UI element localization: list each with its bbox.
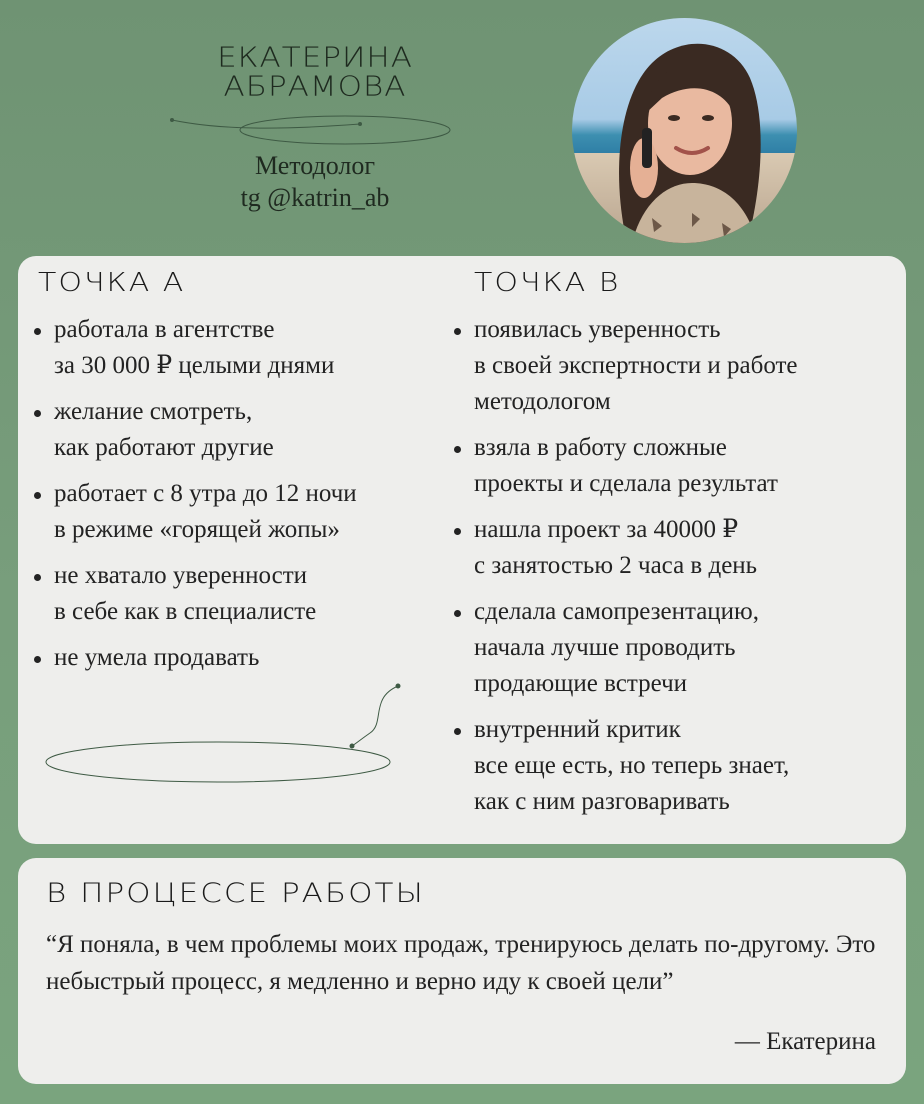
quote-author: — Екатерина [734,1028,876,1055]
list-item: не хватало уверенности в себе как в специалисте [34,558,444,630]
portrait-image [572,18,797,243]
testimonial-quote: “Я поняла, в чем проблемы моих продаж, тренируюсь делать по-другому. Это небыстрый процесс, я медленно и верно иду к своей цели” [46,931,876,995]
role-block [180,150,450,214]
point-b-title: ТОЧКА В [474,268,621,298]
telegram-handle: tg @katrin_ab [240,183,390,212]
point-a-title: ТОЧКА А [38,268,186,298]
name-line-1: ЕКАТЕРИНА [217,41,413,74]
avatar [572,18,797,243]
decorative-swirl [40,678,410,798]
role-title: Методолог [254,151,376,180]
process-title: В ПРОЦЕССЕ РАБОТЫ [46,878,425,909]
list-item: работала в агентстве за 30 000 ₽ целыми днями [34,312,444,384]
list-item: взяла в работу сложные проекты и сделала результат [454,430,894,502]
list-item: нашла проект за 40000 ₽ с занятостью 2 часа в день [454,512,894,584]
point-a-list [34,312,444,686]
list-item: сделала самопрезентацию, начала лучше проводить продающие встречи [454,594,894,702]
list-item: работает с 8 утра до 12 ночи в режиме «горящей жопы» [34,476,444,548]
list-item: не умела продавать [34,640,444,676]
list-item: желание смотреть, как работают другие [34,394,444,466]
point-b-list [454,312,894,830]
list-item: появилась уверенность в своей экспертности и работе методологом [454,312,894,420]
decorative-swirl-header [160,100,460,150]
name-line-2: АБРАМОВА [223,70,407,103]
list-item: внутренний критик все еще есть, но теперь знает, как с ним разговаривать [454,712,894,820]
person-name [150,43,480,101]
